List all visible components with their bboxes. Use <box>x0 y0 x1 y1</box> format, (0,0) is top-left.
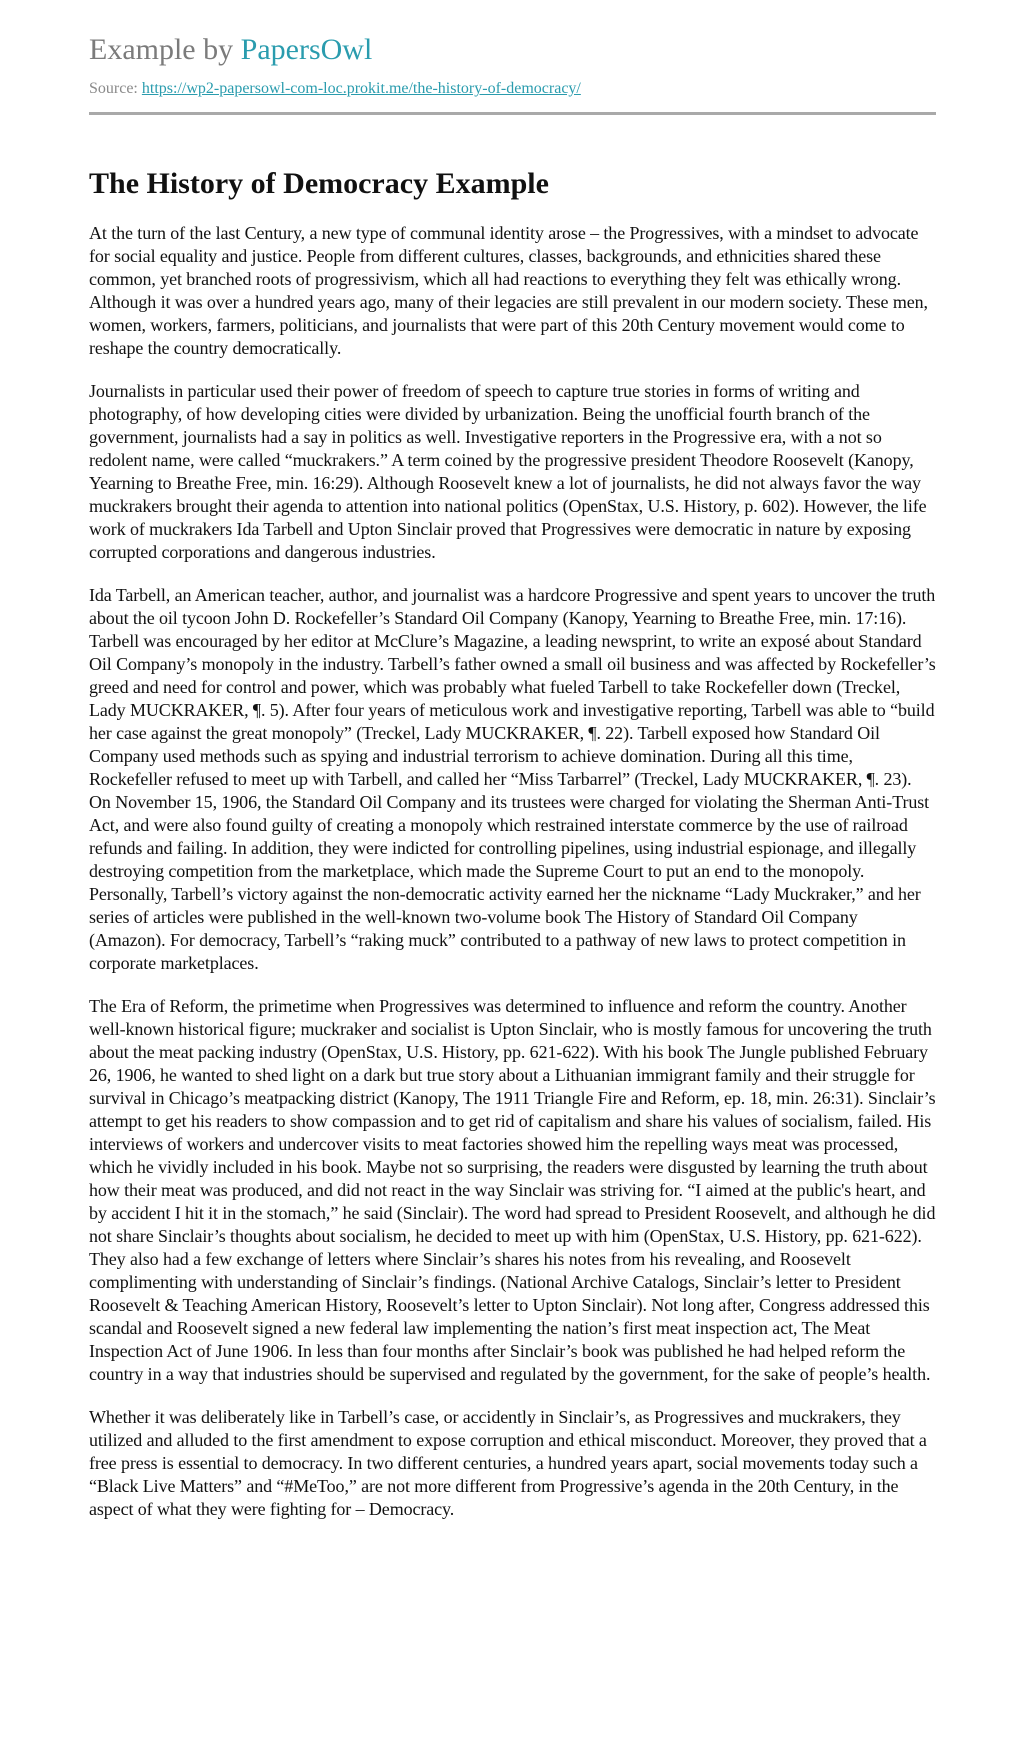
header <box>89 0 936 115</box>
brand-prefix: Example by <box>89 33 234 66</box>
paragraph: Whether it was deliberately like in Tarbell’s case, or accidently in Sinclair’s, as Progressives and muckrakers, they utilized and alluded to the first amendment to expose corruption and ethical misconduct. Moreover, they proved that a free press is essential to democracy. In two different centuries, a hundred years apart, social movements today such a “Black Live Matters” and “#MeToo,” are not more different from Progressive’s agenda in the 20th Century, in the aspect of what they were fighting for – Democracy. <box>89 1407 927 1519</box>
source-line <box>89 79 936 99</box>
brand-line <box>89 30 936 70</box>
paragraph: Ida Tarbell, an American teacher, author, and journalist was a hardcore Progressive and spent years to uncover the truth about the oil tycoon John D. Rockefeller’s Standard Oil Company (Kanopy, Yearning to Breathe Free, min. 17:16). Tarbell was encouraged by her editor at McClure’s Magazine, a leading newsprint, to write an exposé about Standard Oil Company’s monopoly in the industry. Tarbell’s father owned a small oil business and was affected by Rockefeller’s greed and need for control and power, which was probably what fueled Tarbell to take Rockefeller down (Treckel, Lady MUCKRAKER, ¶. 5). After four years of meticulous work and investigative reporting, Tarbell was able to “build her case against the great monopoly” (Treckel, Lady MUCKRAKER, ¶. 22). Tarbell exposed how Standard Oil Company used methods such as spying and industrial terrorism to achieve domination. During all this time, Rockefeller refused to meet up with Tarbell, and called her “Miss Tarbarrel” (Treckel, Lady MUCKRAKER, ¶. 23). On November 15, 1906, the Standard Oil Company and its trustees were charged for violating the Sherman Anti-Trust Act, and were also found guilty of creating a monopoly which restrained interstate commerce by the use of railroad refunds and failing. In addition, they were indicted for controlling pipelines, using industrial espionage, and illegally destroying competition from the marketplace, which made the Supreme Court to put an end to the monopoly. Personally, Tarbell’s victory against the non-democratic activity earned her the nickname “Lady Muckraker,” and her series of articles were published in the well-known two-volume book The History of Standard Oil Company (Amazon). For democracy, Tarbell’s “raking muck” contributed to a pathway of new laws to protect competition in corporate marketplaces. <box>89 585 936 973</box>
brand-name[interactable]: PapersOwl <box>240 33 373 66</box>
header-divider <box>89 112 936 115</box>
source-link[interactable]: https://wp2-papersowl-com-loc.prokit.me/the-history-of-democracy/ <box>141 80 581 97</box>
article-body <box>89 222 936 1521</box>
paragraph: At the turn of the last Century, a new type of communal identity arose – the Progressives, with a mindset to advocate for social equality and justice. People from different cultures, classes, backgrounds, and ethnicities shared these common, yet branched roots of progressivism, which all had reactions to everything they felt was ethically wrong. Although it was over a hundred years ago, many of their legacies are still prevalent in our modern society. These men, women, workers, farmers, politicians, and journalists that were part of this 20th Century movement would come to reshape the country democratically. <box>89 223 928 358</box>
page-title: The History of Democracy Example <box>89 167 549 200</box>
paragraph: Journalists in particular used their power of freedom of speech to capture true stories in forms of writing and photography, of how developing cities were divided by urbanization. Being the unofficial fourth branch of the government, journalists had a say in politics as well. Investigative reporters in the Progressive era, with a not so redolent name, were called “muckrakers.” A term coined by the progressive president Theodore Roosevelt (Kanopy, Yearning to Breathe Free, min. 16:29). Although Roosevelt knew a lot of journalists, he did not always favor the way muckrakers brought their agenda to attention into national politics (OpenStax, U.S. History, p. 602). However, the life work of muckrakers Ida Tarbell and Upton Sinclair proved that Progressives were democratic in nature by exposing corrupted corporations and dangerous industries. <box>89 381 927 562</box>
paragraph: The Era of Reform, the primetime when Progressives was determined to influence and reform the country. Another well-known historical figure; muckraker and socialist is Upton Sinclair, who is mostly famous for uncovering the truth about the meat packing industry (OpenStax, U.S. History, pp. 621-622). With his book The Jungle published February 26, 1906, he wanted to shed light on a dark but true story about a Lithuanian immigrant family and their struggle for survival in Chicago’s meatpacking district (Kanopy, The 1911 Triangle Fire and Reform, ep. 18, min. 26:31). Sinclair’s attempt to get his readers to show compassion and to get rid of capitalism and share his values of socialism, failed. His interviews of workers and undercover visits to meat factories showed him the repelling ways meat was processed, which he vividly included in his book. Maybe not so surprising, the readers were disgusted by learning the truth about how their meat was produced, and did not react in the way Sinclair was striving for. “I aimed at the public's heart, and by accident I hit it in the stomach,” he said (Sinclair). The word had spread to President Roosevelt, and although he did not share Sinclair’s thoughts about socialism, he decided to meet up with him (OpenStax, U.S. History, pp. 621-622). They also had a few exchange of letters where Sinclair’s shares his notes from his revealing, and Roosevelt complimenting with understanding of Sinclair’s findings. (National Archive Catalogs, Sinclair’s letter to President Roosevelt & Teaching American History, Roosevelt’s letter to Upton Sinclair). Not long after, Congress addressed this scandal and Roosevelt signed a new federal law implementing the nation’s first meat inspection act, The Meat Inspection Act of June 1906. In less than four months after Sinclair’s book was published he had helped reform the country in a way that industries should be supervised and regulated by the government, for the sake of people’s health. <box>89 996 936 1384</box>
source-label: Source: <box>89 80 138 97</box>
